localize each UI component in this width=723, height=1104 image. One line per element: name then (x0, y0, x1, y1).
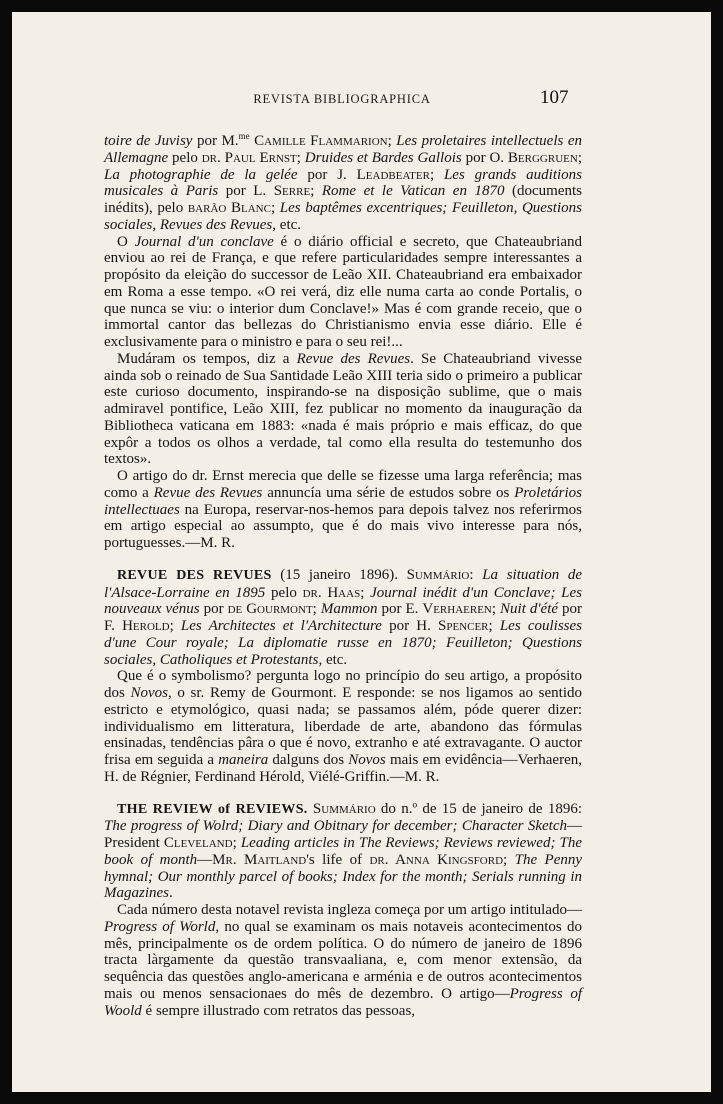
text-run: por F. (104, 601, 583, 634)
text-run: O (117, 233, 135, 250)
page-body (104, 133, 582, 1019)
text-run: ; (310, 183, 322, 200)
text-run: ; (296, 149, 305, 166)
text-run: (15 janeiro 1896). (271, 566, 407, 583)
text-run: por (199, 601, 228, 618)
text-run: Spencer (437, 618, 489, 634)
paragraph-2 (104, 234, 582, 351)
text-run: . Se Chateaubriand vivesse ainda sob o reinado de Sua Santidade Leão XIII teria sido o primeiro a publicar este curioso documento, inspirando-se na disposição sublime, que o mais admiravel pontifice, Leão XIII, fez publicar no momento da inauguração da Bibliotheca vaticana em 1883: «nada é mais próprio e mais efficaz, do que expôr a todos os olhos a verdade, tal como ella resulta do testemunho dos textos». (104, 350, 583, 468)
text-run: , o sr. Remy de Gourmont. E responde: se nos ligamos ao sentido estricto e etymológico, quasi nada; se passamos além, póde querer dizer: individualismo em litteratura, liberdade de arte, abandono das fórmulas ensinadas, tendências pâra o que é novo, extranho e até extravagante. O auctor frisa em seguida a (104, 685, 583, 768)
text-run: —Mr. Maitland (197, 851, 307, 868)
section-gap (104, 786, 582, 801)
text-run: ; (270, 200, 280, 216)
text-run: Les coulisses d'une Cour royale; La diplomatie russe en 1870; Feuilleton; Questions sociales, Catholiques et Protestants (104, 618, 583, 668)
text-run: Berggruen (507, 149, 578, 166)
text-run: 's life of (306, 851, 370, 868)
text-run: Progress of World (104, 918, 216, 935)
text-run: é o diário official e secreto, que Chateaubriand enviou ao rei de França, e que refere particularidades sempre interessantes a propósito da eleição do successor de Leão XII. Chateaubriand era embaixador em Roma a esse tempo. «O rei verá, diz elle numa carta ao conde Portalis, o que nunca se viu: o interior dum Conclave!» Mas é com grande receio, que o immortal cantor das bellezas do Christianismo envia esse diário. Elle é exclusivamente para o ministro e para o seu rei!... (104, 233, 583, 350)
text-run: Leadbeater (356, 166, 430, 183)
text-run: do n.º de 15 de janeiro de 1896: (375, 800, 583, 817)
text-run: THE REVIEW of REVIEWS. (117, 801, 308, 817)
text-run: Summário (406, 566, 470, 583)
text-run: me (238, 131, 250, 141)
running-header: REVISTA BIBLIOGRAPHICA (253, 92, 431, 106)
text-run: Summário (312, 800, 376, 817)
text-run: ; (360, 584, 371, 601)
text-run: Druides et Bardes Gallois (304, 149, 462, 166)
text-run: : (469, 566, 483, 583)
text-run: La situation de l'Alsace-Lorraine en 1895 (104, 566, 583, 601)
text-run: por E. (377, 601, 423, 618)
text-run: Journal inédit d'un Conclave; Les nouveaux vénus (104, 584, 583, 618)
text-run: Proletários intellectuaes (104, 484, 582, 518)
text-run: Journal d'un conclave (134, 233, 274, 250)
text-run: Camille Flammarion (254, 133, 388, 149)
text-run: Novos (130, 685, 168, 701)
text-run: Rome et le Vatican en 1870 (321, 183, 505, 200)
text-run: por L. (218, 183, 274, 200)
text-run: , etc. (272, 216, 302, 233)
text-run: ; (429, 166, 444, 183)
paragraph-review-of-reviews (104, 801, 582, 903)
text-run: Revue des Revues (296, 350, 411, 367)
text-run: dr. Anna Kingsford (369, 851, 504, 868)
text-run: Les proletaires intellectuels en Allemagne (104, 133, 583, 166)
page-number: 107 (540, 87, 569, 108)
text-run: annuncía uma série de estudos sobre os (262, 484, 515, 501)
text-run: ; (312, 601, 321, 618)
text-run: pelo (168, 149, 202, 166)
text-run: por J. (297, 166, 357, 183)
text-run: ; (577, 149, 582, 166)
book-page (12, 12, 711, 1092)
text-run: Leading articles in The Reviews; Reviews reviewed; The book of month (104, 835, 583, 868)
text-run: toire de Juvisy (104, 133, 193, 149)
text-run: ; (232, 835, 241, 851)
text-run: Cada número desta notavel revista ingleza começa por um artigo intitulado— (117, 902, 582, 918)
text-run: barão Blanc (187, 200, 271, 216)
text-run: pelo (265, 584, 303, 601)
text-run: ; (488, 618, 500, 634)
text-run: ; (503, 851, 515, 868)
text-run: Les grands auditions musicales à Paris (104, 166, 583, 200)
text-run: . (169, 885, 173, 902)
text-run: Progress of Woold (104, 985, 582, 1019)
text-run: dr. Paul Ernst (201, 149, 297, 166)
text-run: de Gourmont (227, 601, 313, 618)
text-run: por M. (192, 133, 239, 149)
text-run: na Europa, reservar-nos-hemos para depois talvez nos referirmos em artigo especial ao assumpto, que é do mais vivo interesse para nós, portuguesses.—M. R. (104, 501, 582, 551)
text-run: dr. Haas (302, 584, 361, 601)
text-run: La photographie de la gelée (104, 166, 298, 183)
text-run: ; (387, 133, 397, 149)
text-run: Cleveland (163, 835, 233, 851)
text-run: Nuit d'été (500, 601, 559, 618)
text-run: Que é o symbolismo? pergunta logo no princípio do seu artigo, a propósito dos (104, 668, 582, 701)
text-run: —President (104, 818, 582, 851)
text-run: Revue des Revues (153, 484, 263, 501)
text-run: ; (169, 618, 181, 634)
text-run: Herold (122, 618, 170, 634)
text-run: Les Architectes et l'Architecture (180, 618, 382, 634)
paragraph-3 (104, 351, 582, 468)
text-run: mais em evidência—Verhaeren, H. de Régnier, Ferdinand Hérold, Viélé-Griffin.—M. R. (104, 752, 582, 785)
text-run: The Penny hymnal; Our monthly parcel of books; Index for the month; Serials running in Magazines (104, 851, 583, 902)
text-run: por O. (461, 149, 508, 166)
text-run: dalguns dos (268, 752, 349, 768)
text-run: é sempre illustrado com retratos das pessoas, (141, 1002, 416, 1019)
text-run: maneira (218, 752, 269, 768)
text-run: Verhaeren (422, 601, 492, 618)
text-run: Mammon (320, 601, 378, 618)
section-gap (104, 552, 582, 567)
text-run: ; (491, 601, 501, 618)
text-run: Les baptêmes excentriques; Feuilleton, Questions sociales, Revues des Revues (104, 200, 582, 233)
paragraph-1 (104, 133, 582, 234)
text-run: The progress of Wolrd; Diary and Obitnary for december; Character Sketch (104, 818, 567, 835)
text-run: REVUE DES REVUES (117, 567, 272, 583)
text-run: Serre (273, 183, 311, 200)
text-run: Novos (348, 752, 386, 768)
text-run: , etc. (318, 651, 348, 668)
paragraph-revue-des-revues (104, 567, 582, 669)
paragraph-6 (104, 902, 582, 1019)
text-run: , no qual se examinam os mais notaveis acontecimentos do mês, principalmente os de ordem política. O do número de janeiro de 1896 tracta làrgamente da questão transvaaliana, e, com menor extensão, da sequência das questões anglo-americana e arménia e de outros acontecimentos mais ou menos sensacionaes do mês de dezembro. O artigo— (104, 918, 582, 1002)
paragraph-5 (104, 668, 582, 785)
text-run: por H. (381, 618, 438, 634)
text-run: O artigo do dr. Ernst merecia que delle se fizesse uma larga referência; mas como a (104, 468, 582, 501)
paragraph-4 (104, 468, 582, 552)
text-run: Mudáram os tempos, diz a (117, 350, 297, 367)
text-run: (documents inédits), pelo (104, 183, 582, 216)
